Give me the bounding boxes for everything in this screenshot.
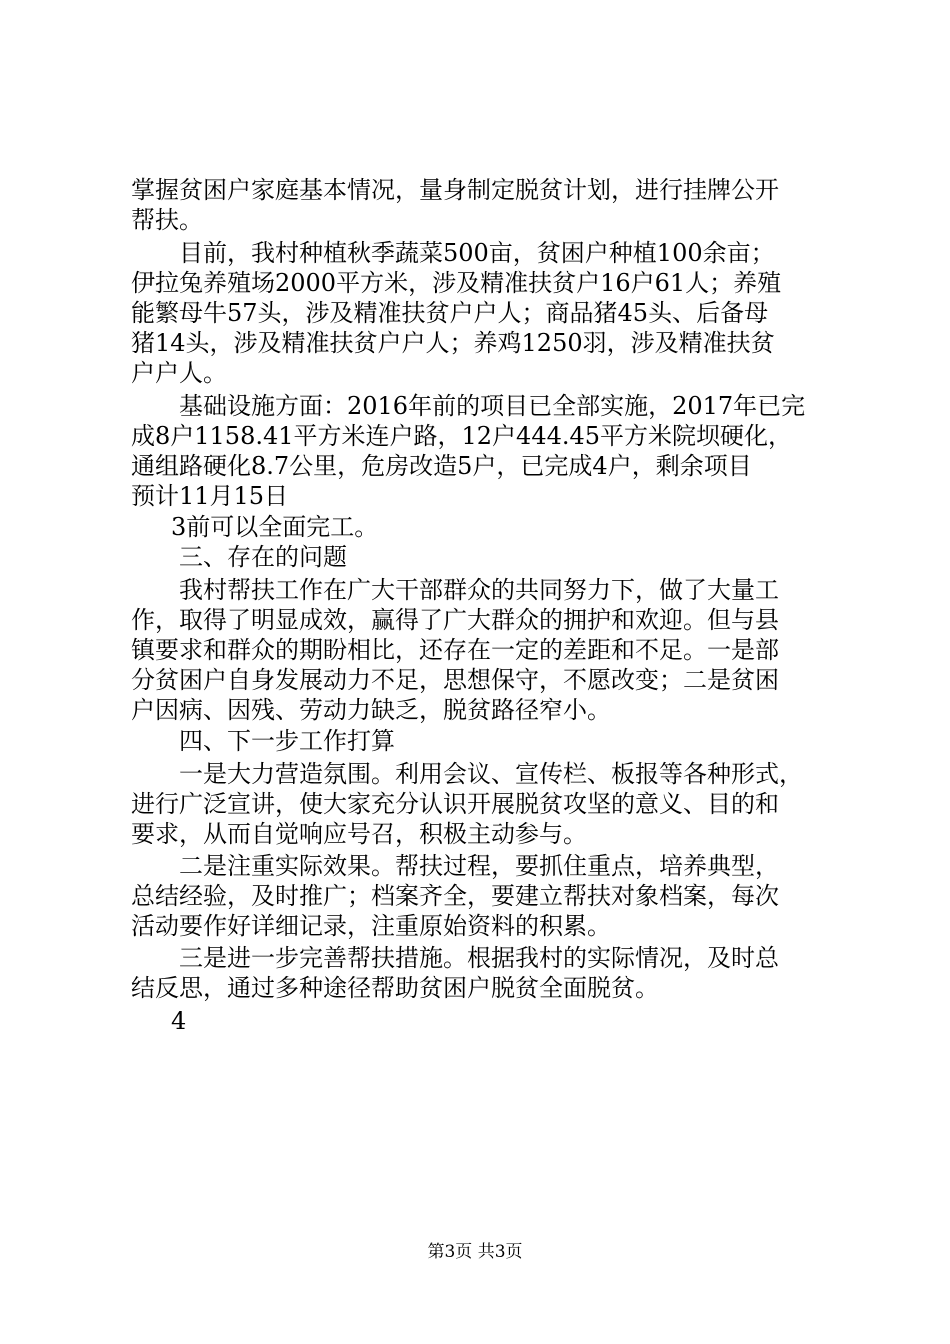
paragraph-line: 帮扶。	[131, 206, 203, 234]
paragraph-line: 活动要作好详细记录，注重原始资料的积累。	[131, 912, 611, 940]
paragraph-line: 作，取得了明显成效，赢得了广大群众的拥护和欢迎。但与县	[131, 606, 779, 634]
paragraph-line: 镇要求和群众的期盼相比，还存在一定的差距和不足。一是部	[131, 636, 779, 664]
paragraph-line: 成8户1158.41平方米连户路，12户444.45平方米院坝硬化，	[131, 422, 793, 450]
paragraph-line: 基础设施方面：2016年前的项目已全部实施，2017年已完	[179, 392, 806, 420]
paragraph-line: 伊拉兔养殖场2000平方米，涉及精准扶贫户16户61人；养殖	[131, 269, 782, 297]
paragraph-line: 三是进一步完善帮扶措施。根据我村的实际情况，及时总	[179, 944, 779, 972]
paragraph-line: 掌握贫困户家庭基本情况，量身制定脱贫计划，进行挂牌公开	[131, 176, 779, 204]
section-heading: 四、下一步工作打算	[179, 727, 395, 755]
paragraph-line: 能繁母牛57头，涉及精准扶贫户户人；商品猪45头、后备母	[131, 299, 769, 327]
paragraph-line: 二是注重实际效果。帮扶过程，要抓住重点，培养典型，	[179, 852, 779, 880]
page-number-mark: 4	[171, 1007, 187, 1035]
paragraph-line: 我村帮扶工作在广大干部群众的共同努力下，做了大量工	[179, 576, 779, 604]
paragraph-line: 3前可以全面完工。	[171, 513, 379, 541]
paragraph-line: 户因病、因残、劳动力缺乏，脱贫路径窄小。	[131, 696, 611, 724]
paragraph-line: 一是大力营造氛围。利用会议、宣传栏、板报等各种形式，	[179, 760, 803, 788]
paragraph-line: 猪14头，涉及精准扶贫户户人；养鸡1250羽，涉及精准扶贫	[131, 329, 775, 357]
paragraph-line: 目前，我村种植秋季蔬菜500亩，贫困户种植100余亩；	[179, 239, 775, 267]
paragraph-line: 分贫困户自身发展动力不足，思想保守，不愿改变；二是贫困	[131, 666, 779, 694]
paragraph-line: 要求，从而自觉响应号召，积极主动参与。	[131, 820, 587, 848]
page-footer: 第3页 共3页	[427, 1242, 523, 1262]
paragraph-line: 结反思，通过多种途径帮助贫困户脱贫全面脱贫。	[131, 974, 659, 1002]
paragraph-line: 户户人。	[131, 359, 227, 387]
paragraph-line: 预计11月15日	[131, 482, 289, 510]
paragraph-line: 进行广泛宣讲，使大家充分认识开展脱贫攻坚的意义、目的和	[131, 790, 779, 818]
section-heading: 三、存在的问题	[179, 543, 347, 571]
paragraph-line: 通组路硬化8.7公里，危房改造5户，已完成4户，剩余项目	[131, 452, 752, 480]
paragraph-line: 总结经验，及时推广；档案齐全，要建立帮扶对象档案，每次	[131, 882, 779, 910]
